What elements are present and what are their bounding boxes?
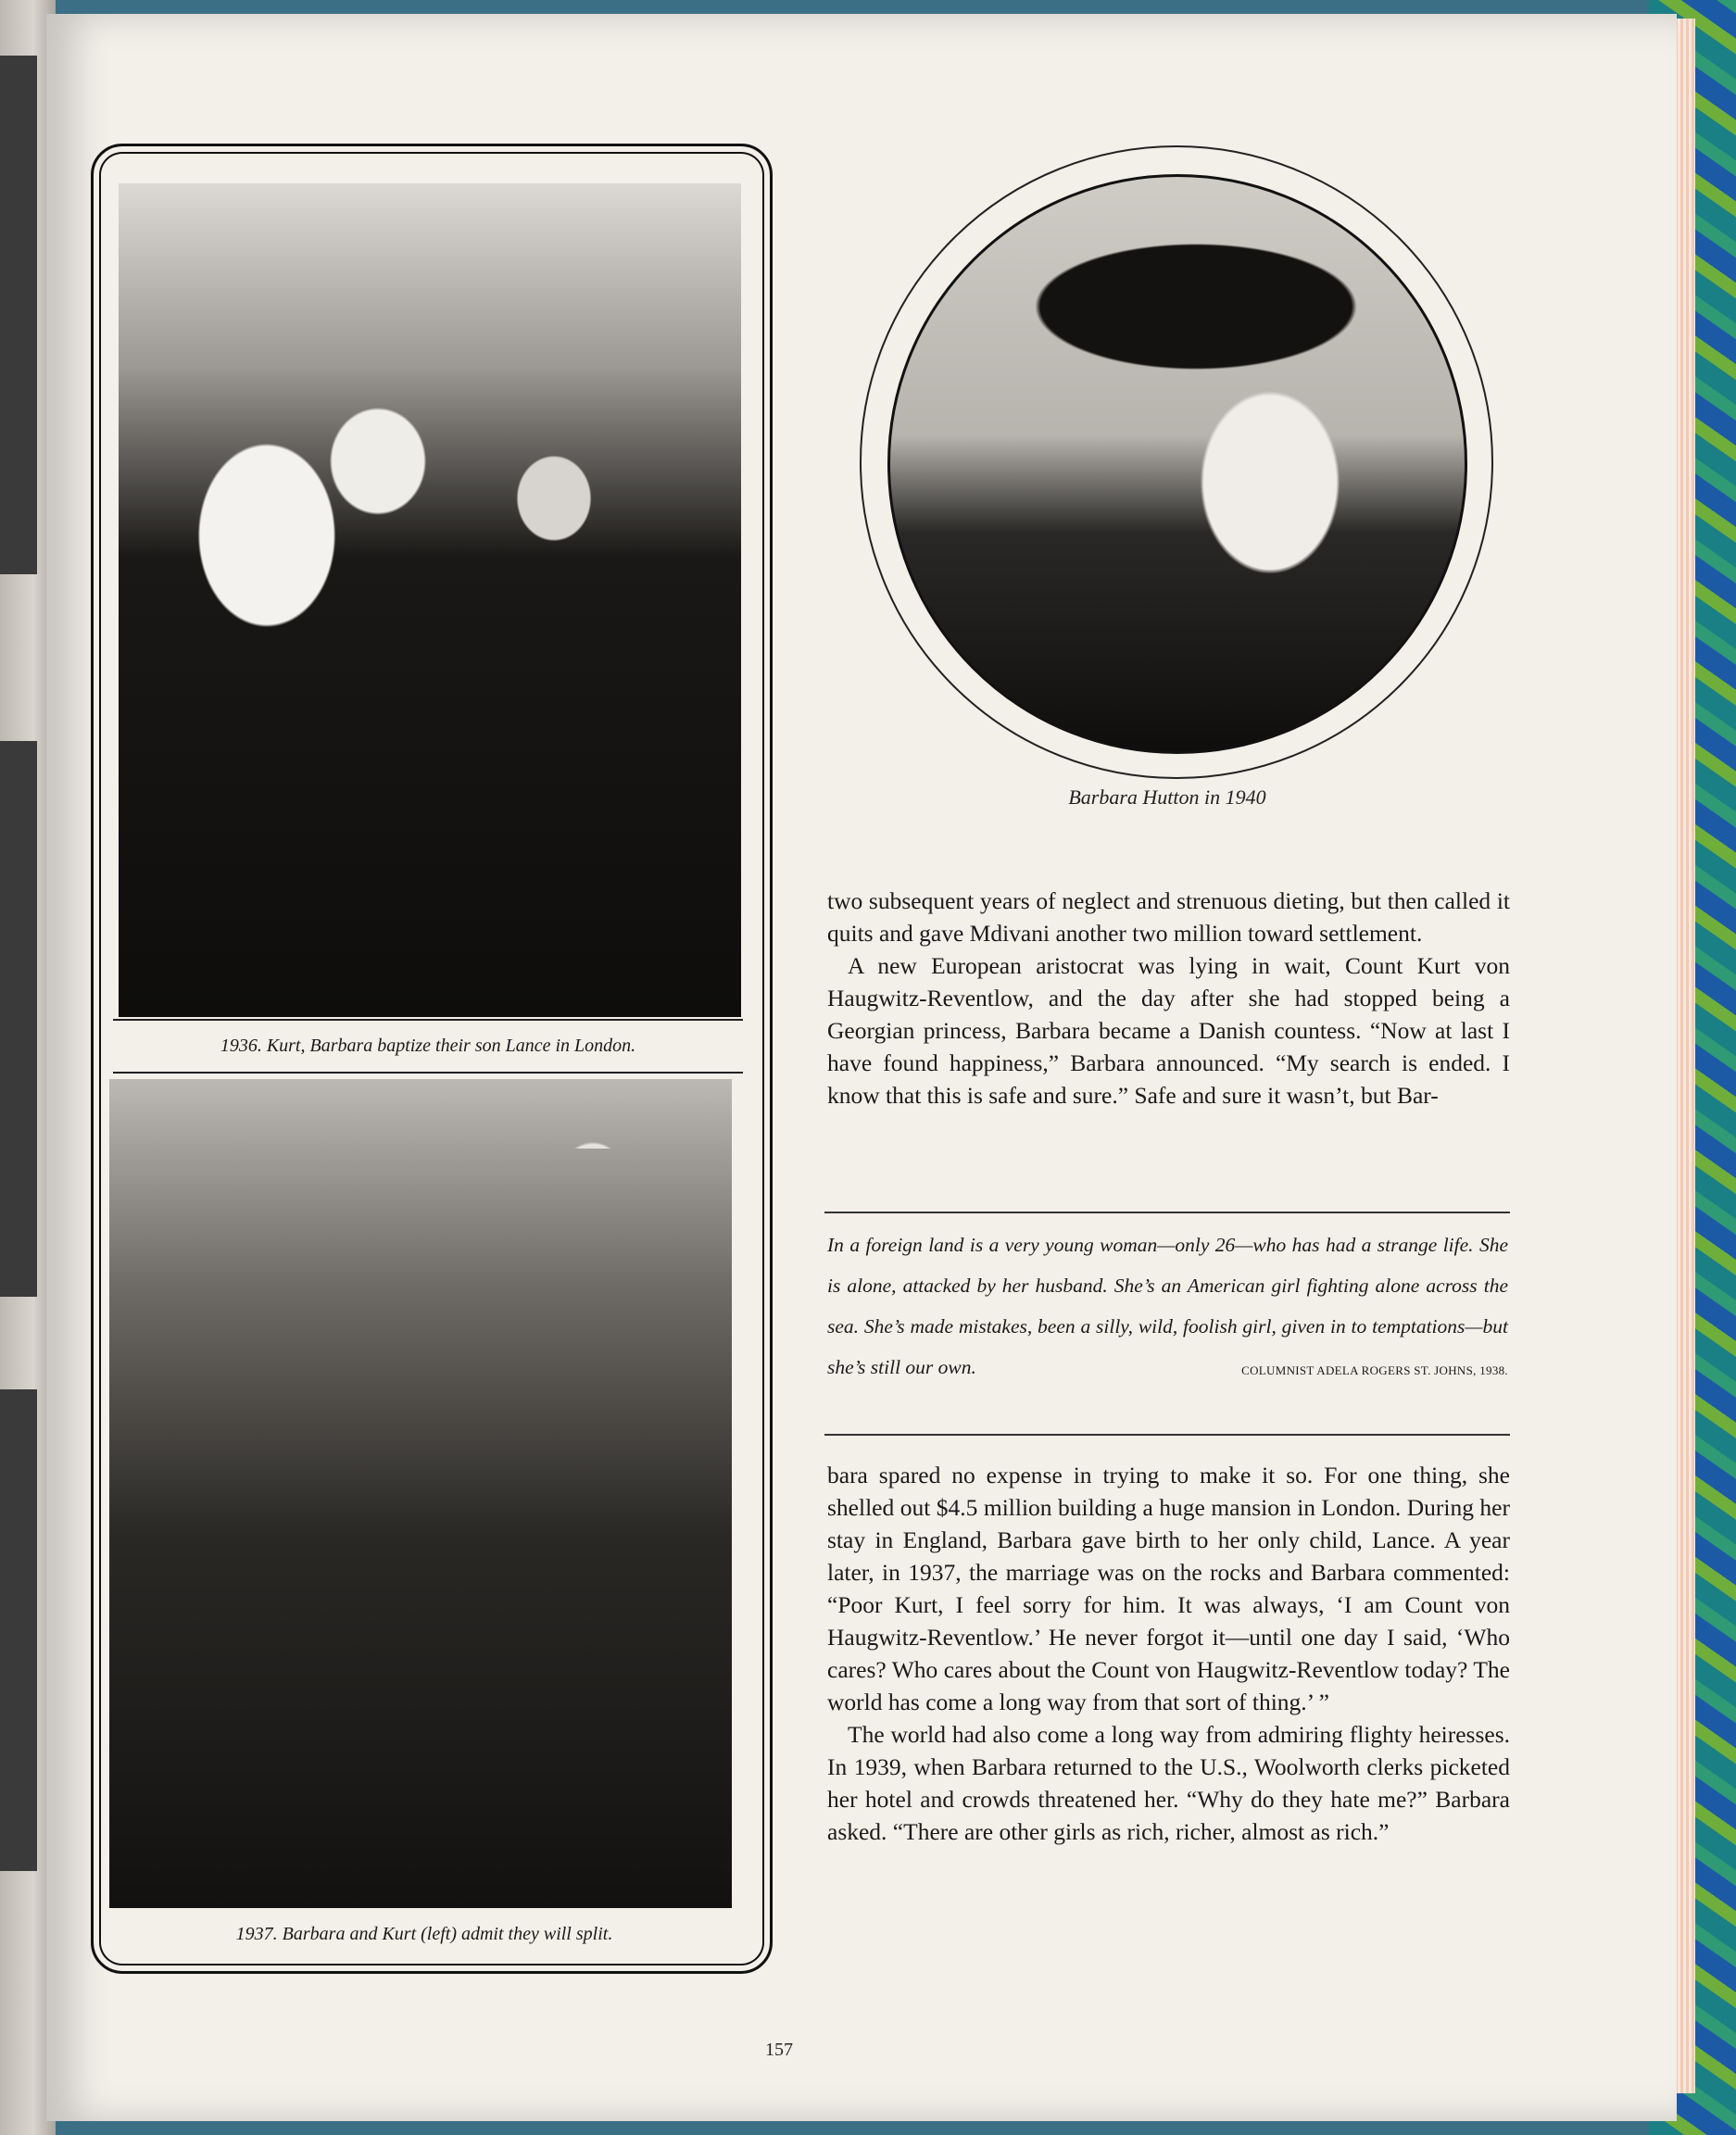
facing-page-photo xyxy=(0,1389,37,1871)
pull-quote xyxy=(827,1224,1508,1391)
paragraph: A new European aristocrat was lying in wait, Count Kurt von Haugwitz-Reventlow, and the day after she had stopped being a Georgian princess, Barbara became a Danish countess. “Now at last I have found happiness,” Barbara announced. “My search is ended. I know that this is safe and sure.” Safe and sure it wasn’t, but Bar- xyxy=(827,952,1510,1109)
paragraph: two subsequent years of neglect and strenuous dieting, but then called it quits and gave Mdivani another two million toward settlement. xyxy=(827,887,1510,947)
paragraph: The world had also come a long way from admiring flighty heiresses. In 1939, when Barbara returned to the U.S., Woolworth clerks picketed her hotel and crowds threatened her. “Why do they hate me?” Barbara asked. “There are other girls as rich, richer, almost as rich.” xyxy=(827,1721,1510,1845)
page-number: 157 xyxy=(765,2040,793,2060)
body-text-top xyxy=(827,885,1510,1111)
quote-rule-bottom xyxy=(824,1434,1510,1436)
quote-rule-top xyxy=(824,1212,1510,1213)
portrait-photo xyxy=(887,174,1467,754)
pull-quote-attribution: COLUMNIST ADELA ROGERS ST. JOHNS, 1938. xyxy=(1241,1363,1508,1377)
photo-caption-bottom: 1937. Barbara and Kurt (left) admit they will split. xyxy=(119,1910,730,1958)
paragraph: bara spared no expense in trying to make it so. For one thing, she shelled out $4.5 million building a huge mansion in London. During her stay in England, Barbara gave birth to her only child, Lance. A year later, in 1937, the marriage was on the rocks and Barbara commented: “Poor Kurt, I feel sorry for him. It was always, ‘I am Count von Haugwitz-Reventlow.’ He never forgot it—until one day I said, ‘Who cares? Who cares about the Count von Haugwitz-Reventlow today? The world has come a long way from that sort of thing.’ ” xyxy=(827,1462,1510,1715)
facing-page-photo xyxy=(0,56,37,574)
crowd-photo xyxy=(109,1079,732,1908)
photo-caption-top: 1936. Kurt, Barbara baptize their son Lance in London. xyxy=(113,1019,743,1074)
portrait-caption: Barbara Hutton in 1940 xyxy=(1068,785,1266,809)
facing-page-photo xyxy=(0,741,37,1297)
pull-quote-text: In a foreign land is a very young woman—only 26—who has had a strange life. She is alone, attacked by her husband. She’s an American girl fighting alone across the sea. She’s made mistakes, been a silly, wild, foolish girl, given in to temptations—but she’s still our own. xyxy=(827,1234,1508,1378)
christening-photo xyxy=(119,183,741,1017)
body-text-bottom xyxy=(827,1459,1510,1848)
